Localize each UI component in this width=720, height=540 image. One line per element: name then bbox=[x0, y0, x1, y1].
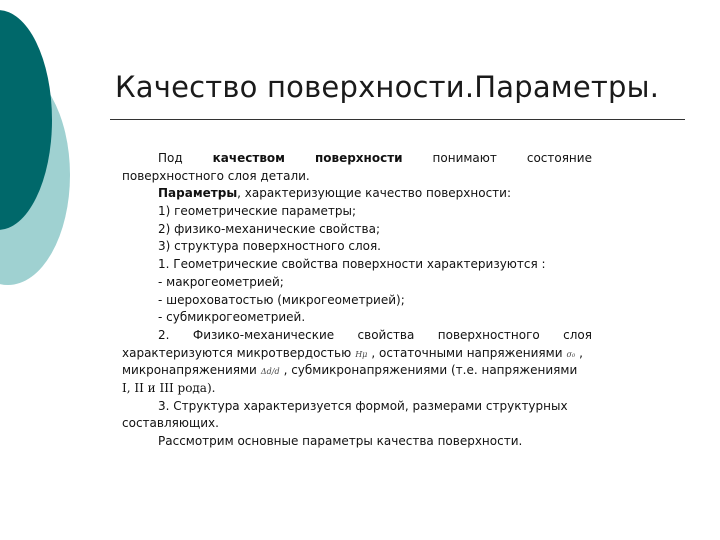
word: свойства bbox=[357, 327, 415, 342]
word: состояние bbox=[526, 151, 592, 165]
word: 2. bbox=[158, 327, 170, 342]
text: , остаточными напряжениями bbox=[371, 345, 563, 360]
word: Физико-механические bbox=[192, 327, 335, 342]
parameters-rest: , характеризующие качество поверхности: bbox=[237, 186, 512, 201]
word: Под bbox=[158, 151, 183, 165]
slide-body bbox=[122, 150, 592, 451]
body-line-8: - макрогеометрией; bbox=[158, 274, 284, 289]
parameters-bold: Параметры bbox=[158, 186, 238, 201]
text: , bbox=[579, 345, 583, 360]
body-line-2: поверхностного слоя детали. bbox=[122, 168, 310, 183]
word-bold: качеством bbox=[212, 151, 285, 165]
body-line-14: I, II и III рода). bbox=[122, 380, 216, 395]
text: характеризуются микротвердостью bbox=[122, 345, 352, 360]
body-line-13 bbox=[122, 362, 592, 380]
body-line-3 bbox=[122, 185, 592, 203]
decorative-circles bbox=[0, 0, 100, 300]
body-line-1 bbox=[122, 150, 592, 168]
word: поверхностного bbox=[437, 327, 540, 342]
body-line-10: - субмикрогеометрией. bbox=[158, 310, 306, 325]
word: слоя bbox=[563, 327, 592, 342]
text: , субмикронапряжениями (т.е. напряжениями bbox=[283, 363, 578, 378]
title-underline bbox=[110, 119, 685, 120]
body-line-7: 1. Геометрические свойства поверхности характеризуются : bbox=[158, 257, 546, 272]
body-line-12 bbox=[122, 345, 592, 363]
microhardness-symbol: Hμ bbox=[355, 349, 368, 359]
microstress-symbol: Δd/d bbox=[260, 367, 280, 377]
word-bold: поверхности bbox=[314, 151, 403, 165]
residual-stress-symbol: σ₀ bbox=[566, 349, 576, 359]
body-line-16: составляющих. bbox=[122, 416, 219, 431]
body-line-9: - шероховатостью (микрогеометрией); bbox=[158, 292, 405, 307]
slide-title: Качество поверхности.Параметры. bbox=[115, 70, 660, 104]
body-line-17: Рассмотрим основные параметры качества поверхности. bbox=[158, 434, 523, 448]
body-line-5: 2) физико-механические свойства; bbox=[158, 221, 381, 236]
text: микронапряжениями bbox=[122, 363, 257, 378]
body-line-11 bbox=[122, 327, 592, 345]
body-line-4: 1) геометрические параметры; bbox=[158, 204, 357, 219]
body-line-15: 3. Структура характеризуется формой, размерами структурных bbox=[158, 398, 568, 413]
word: понимают bbox=[432, 151, 497, 165]
body-line-6: 3) структура поверхностного слоя. bbox=[158, 239, 381, 254]
